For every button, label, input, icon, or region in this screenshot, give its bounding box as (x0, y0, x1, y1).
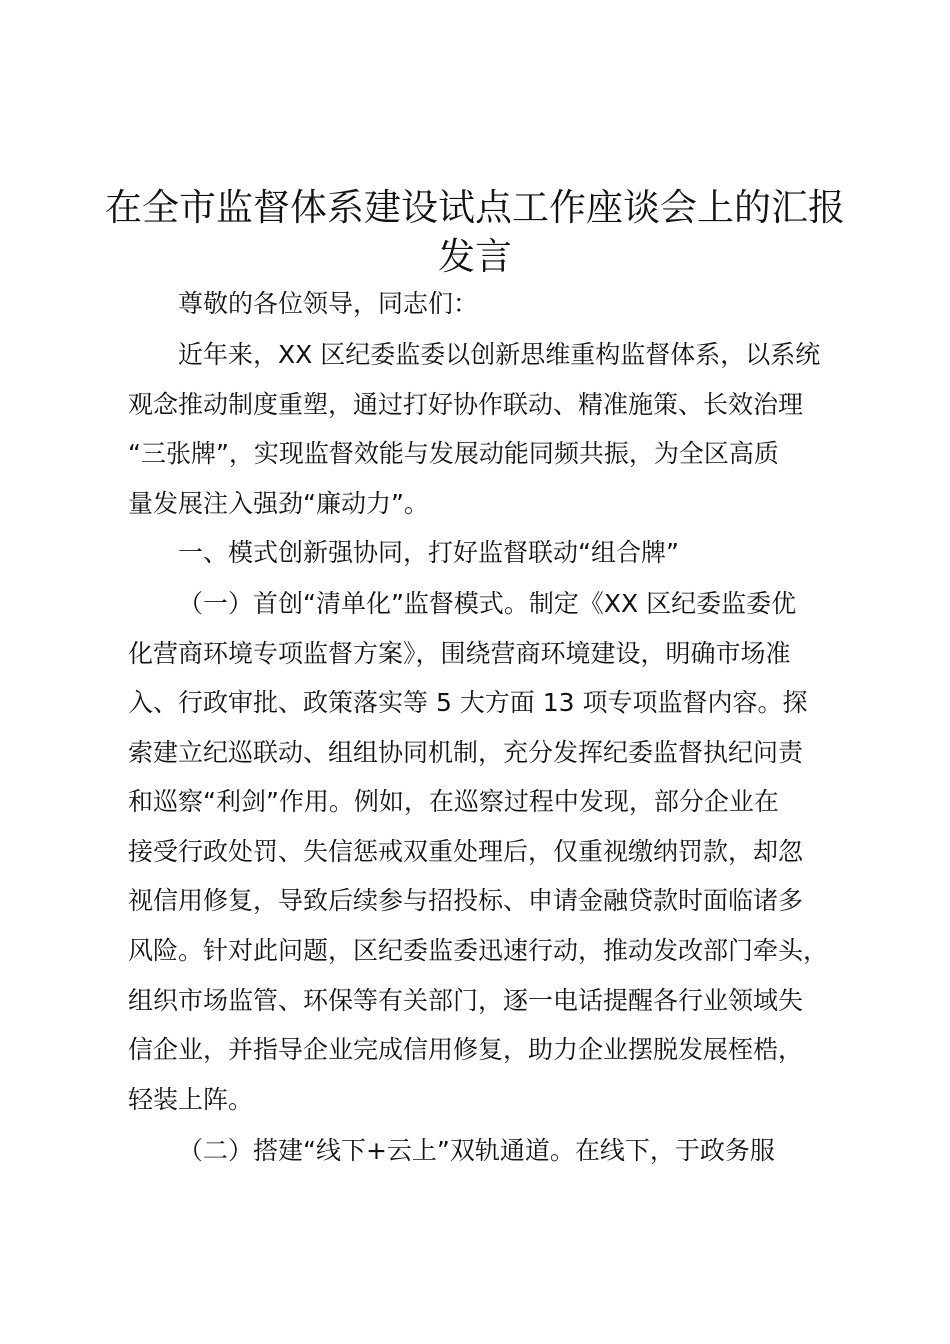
body-line: 化营商环境专项监督方案》，围绕营商环境建设，明确市场准 (128, 639, 791, 668)
body-line: 和巡察“利剑”作用。例如，在巡察过程中发现，部分企业在 (128, 787, 779, 816)
body-line: 组织市场监管、环保等有关部门，逐一电话提醒各行业领域失 (128, 986, 804, 1015)
salutation: 尊敬的各位领导，同志们： (178, 289, 479, 318)
section-heading: 一、模式创新强协同，打好监督联动“组合牌” (178, 538, 679, 567)
body-line: （二）搭建“线下+云上”双轨通道。在线下，于政务服 (178, 1136, 775, 1165)
document-title-line-2: 发言 (438, 235, 512, 278)
body-line: 视信用修复，导致后续参与招投标、申请金融贷款时面临诸多 (128, 886, 804, 915)
body-line: 接受行政处罚、失信惩戒双重处理后，仅重视缴纳罚款，却忽 (128, 837, 804, 866)
body-line: 观念推动制度重塑，通过打好协作联动、精准施策、长效治理 (128, 390, 804, 419)
body-line: （一）首创“清单化”监督模式。制定《XX 区纪委监委优 (178, 589, 797, 618)
body-line: 风险。针对此问题，区纪委监委迅速行动，推动发改部门牵头， (128, 936, 829, 965)
body-line: 近年来，XX 区纪委监委以创新思维重构监督体系，以系统 (178, 340, 821, 369)
body-line: 入、行政审批、政策落实等 5 大方面 13 项专项监督内容。探 (128, 688, 808, 717)
body-line: “三张牌”，实现监督效能与发展动能同频共振，为全区高质 (128, 439, 779, 468)
body-line: 索建立纪巡联动、组组协同机制，充分发挥纪委监督执纪问责 (128, 738, 804, 767)
body-line: 轻装上阵。 (128, 1085, 254, 1114)
document-title-line-1: 在全市监督体系建设试点工作座谈会上的汇报 (105, 186, 845, 229)
body-line: 量发展注入强劲“廉动力”。 (128, 489, 429, 518)
body-line: 信企业，并指导企业完成信用修复，助力企业摆脱发展桎梏， (128, 1035, 804, 1064)
